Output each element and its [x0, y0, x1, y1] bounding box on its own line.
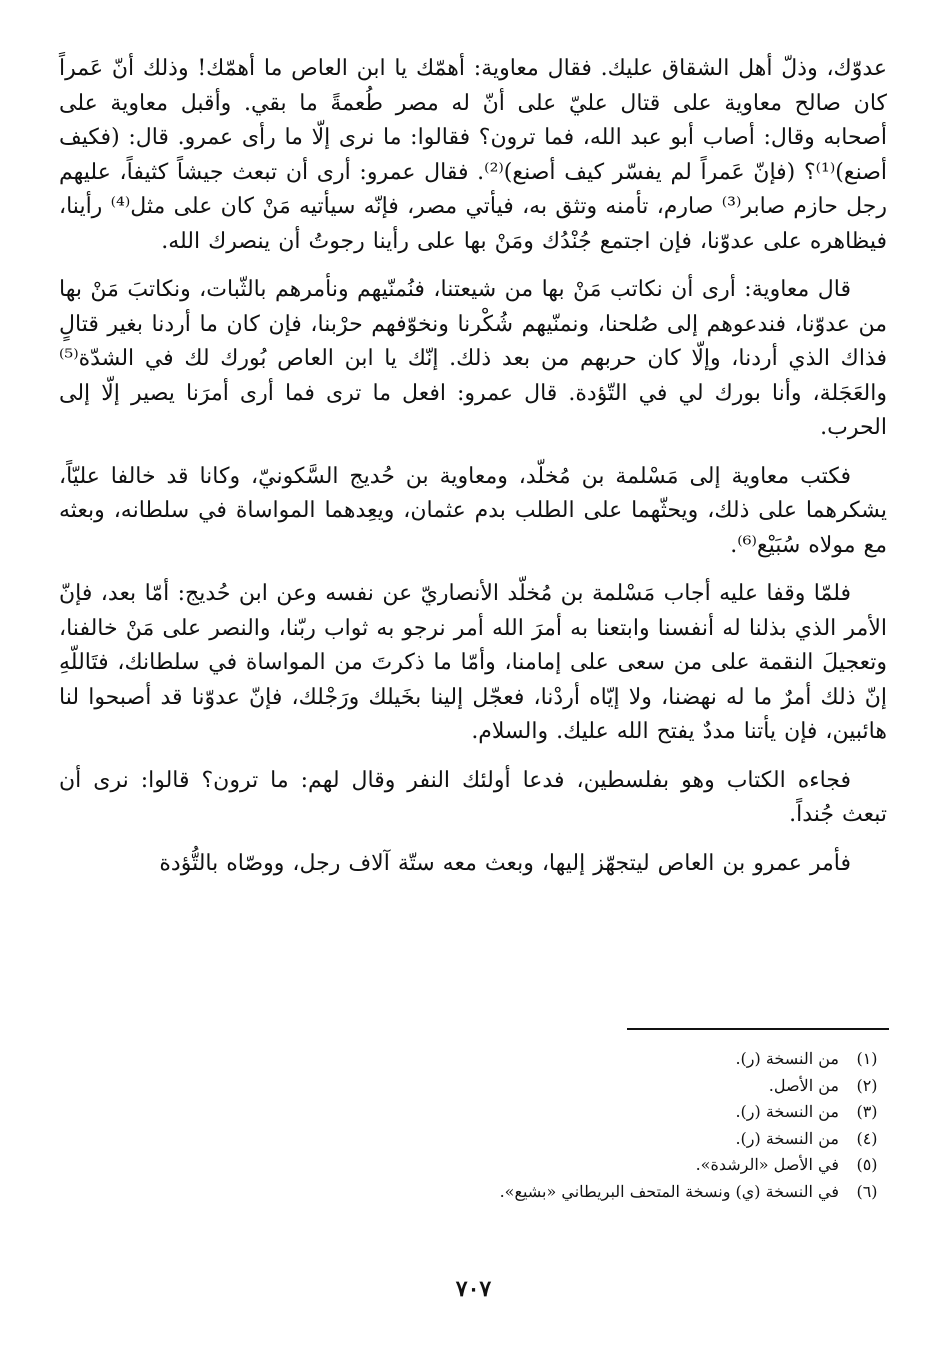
paragraph-6: فأمر عمرو بن العاص ليتجهّز إليها، وبعث معه ستّة آلاف رجل، ووصّاه بالتُّؤدة [159, 850, 851, 876]
footnote-item [59, 1179, 887, 1206]
footnote-text: من النسخة (ر). [735, 1049, 839, 1068]
footnote-separator [627, 1028, 889, 1030]
footnote-item [59, 1099, 887, 1126]
footnote-item [59, 1073, 887, 1100]
footnote-number: (٥) [856, 1155, 878, 1175]
footnote-text: من النسخة (ر). [735, 1102, 839, 1122]
footnote-number: (١) [856, 1049, 878, 1068]
footnote-text: من الأصل. [768, 1075, 839, 1095]
paragraph-4: فلمّا وقفا عليه أجاب مَسْلمة بن مُخلّد الأنصاريّ عن نفسه وعن ابن حُديج: أمّا بعد، فإنّ الأمر الذي بذلنا له أنفسنا وابتعنا به أمرَ الله أمر نرجو به ثواب ربّنا، والنصر على مَنْ خالفنا، وتعجيلَ النقمة على من سعى على إمامنا، وأمّا ما ذكرتَ من المواساة في سلطانك، فتَاللّهِ إنّ ذلك أمرٌ ما له نهضنا، ولا إيّاه أردْنا، فعجّل إلينا بخَيلك ورَجْلك، فإنّ عدوّنا قد أصبحوا لنا هائبين، فإن يأتنا مددٌ يفتح الله عليك. والسلام. [59, 581, 887, 744]
paragraph-1: عدوّك، وذلّ أهل الشقاق عليك. فقال معاوية: أهمّك يا ابن العاص ما أهمّك! وذلك أنّ عَمراً كان صالح معاوية على قتال عليّ على أنّ له مصر طُعمةً ما بقي. وأقبل معاوية على أصحابه وقال: أصاب أبو عبد الله، فما ترون؟ فقالوا: ما نرى إلّا ما رأى عمرو. قال: (فكيف أصنع)⁽¹⁾؟ (فإنّ عَمراً لم يفسّر كيف أصنع)⁽²⁾. فقال عمرو: أرى أن تبعث جيشاً كثيفاً، عليهم رجل حازم صابر⁽³⁾ صارم، تأمنه وتثق به، فيأتي مصر، فإنّه سيأتيه مَنْ كان على مثل⁽⁴⁾ رأينا، فيظاهره على عدوّنا، فإن اجتمع جُنْدُك ومَنْ بها على رأينا رجوتُ أن ينصرك الله. [59, 56, 888, 254]
paragraph-3: فكتب معاوية إلى مَسْلمة بن مُخلّد، ومعاوية بن حُديج السَّكونيّ، وكانا قد خالفا عليّاً، يشكرهما على ذلك، ويحثّهما على الطلب بدم عثمان، ويعِدهما المواساة في سلطانه، وبعثه مع مولاه سُبَيْع⁽⁶⁾. [59, 463, 887, 558]
footnote-text: في الأصل «الرشدة». [695, 1155, 839, 1175]
footnote-number: (٦) [856, 1181, 878, 1201]
footnote-number: (٣) [856, 1102, 878, 1122]
footnote-number: (٢) [856, 1075, 878, 1095]
main-text [59, 52, 887, 895]
footnotes [59, 1046, 887, 1206]
footnote-item [59, 1046, 887, 1073]
footnote-number: (٤) [856, 1128, 878, 1148]
paragraph-5: فجاءه الكتاب وهو بفلسطين، فدعا أولئك النفر وقال لهم: ما ترون؟ قالوا: نرى أن تبعث جُنداً. [59, 767, 887, 827]
footnote-text: في النسخة (ي) ونسخة المتحف البريطاني «بشيع». [499, 1181, 839, 1201]
paragraph-2: قال معاوية: أرى أن نكاتب مَنْ بها من شيعتنا، فنُمنّيهم ونأمرهم بالثّبات، ونكاتبَ مَنْ بها من عدوّنا، فندعوهم إلى صُلحنا، ونمنّيهم شُكْرنا ونخوّفهم حرْبنا، فإن كان ما أردنا بغير قتالٍ فذاك الذي أردنا، وإلّا كان حربهم من بعد ذلك. إنّك يا ابن العاص بُورك لك في الشدّة⁽⁵⁾ والعَجَلة، وأنا بورك لي في التّؤدة. قال عمرو: افعل ما ترى فما أرى أمرَنا يصير إلّا إلى الحرب. [59, 277, 887, 440]
footnote-item [59, 1152, 887, 1179]
page-number: ٧٠٧ [455, 1276, 492, 1302]
footnote-text: من النسخة (ر). [735, 1128, 839, 1148]
footnote-item [59, 1126, 887, 1153]
